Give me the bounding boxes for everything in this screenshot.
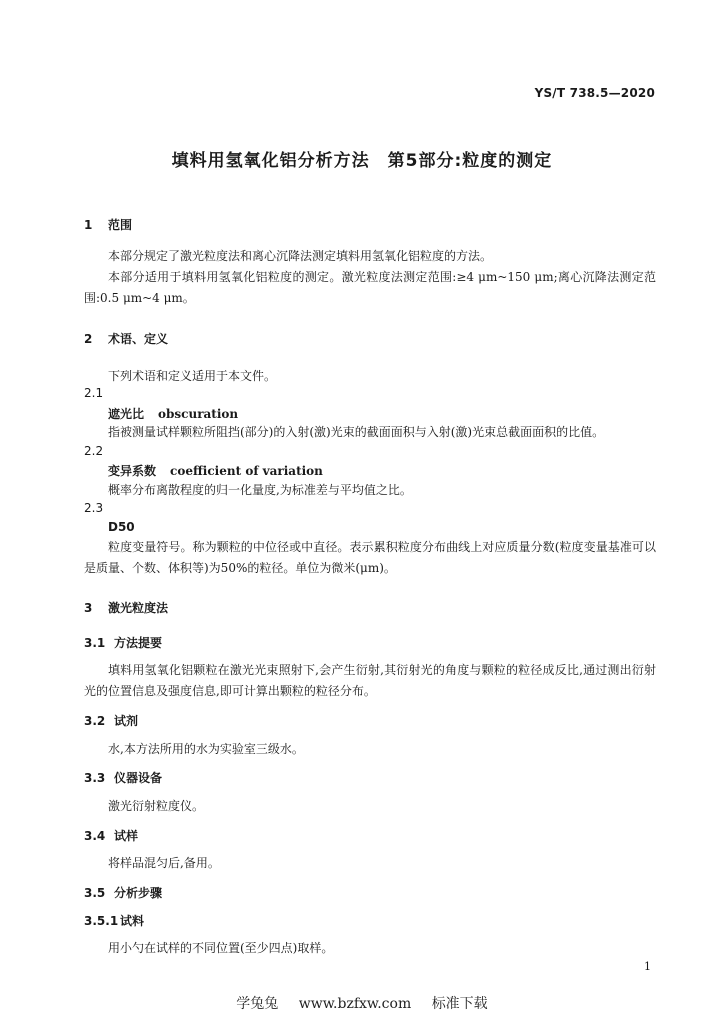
section-3-1-text: 填料用氢氧化铝颗粒在激光光束照射下,会产生衍射,其衍射光的角度与颗粒的粒径成反比,通过测出衍射光的位置信息及强度信息,即可计算出颗粒的粒径分布。 bbox=[84, 663, 656, 698]
section-number: 3.2 bbox=[84, 714, 106, 728]
footer-watermark bbox=[0, 993, 724, 1013]
section-number: 3.3 bbox=[84, 771, 106, 785]
section-number: 3.1 bbox=[84, 636, 106, 650]
section-number: 3.5.1 bbox=[84, 914, 119, 928]
section-title: 试样 bbox=[114, 829, 139, 843]
section-title: 方法提要 bbox=[114, 636, 163, 650]
section-title: 试料 bbox=[120, 914, 145, 928]
section-3-4-heading bbox=[84, 827, 138, 844]
document-title: 填料用氢氧化铝分析方法 第5部分:粒度的测定 bbox=[171, 151, 553, 171]
section-number: 3.4 bbox=[84, 829, 106, 843]
footer-site-name: 学兔兔 bbox=[236, 996, 279, 1012]
term-2-2 bbox=[108, 462, 323, 479]
section-3-2-heading bbox=[84, 712, 138, 729]
section-title: 范围 bbox=[108, 218, 133, 232]
section-2-heading bbox=[84, 330, 168, 347]
term-2-3-definition: 粒度变量符号。称为颗粒的中位径或中直径。表示累积粒度分布曲线上对应质量分数(粒度变量基准可以是质量、个数、体积等)为50%的粒径。单位为微米(μm)。 bbox=[84, 540, 656, 575]
section-title: 激光粒度法 bbox=[108, 601, 169, 615]
section-3-2-text: 水,本方法所用的水为实验室三级水。 bbox=[108, 742, 304, 756]
term-2-2-number: 2.2 bbox=[84, 444, 104, 458]
term-2-3-number: 2.3 bbox=[84, 501, 104, 515]
section-number: 2 bbox=[84, 332, 93, 346]
term-zh: 遮光比 bbox=[108, 407, 145, 421]
section-number: 3.5 bbox=[84, 886, 106, 900]
footer-url: www.bzfxw.com bbox=[298, 996, 412, 1012]
section-number: 1 bbox=[84, 218, 93, 232]
section-3-1-heading bbox=[84, 634, 162, 651]
section-title: 分析步骤 bbox=[114, 886, 163, 900]
section-3-3-text: 激光衍射粒度仪。 bbox=[108, 799, 205, 813]
term-en: coefficient of variation bbox=[170, 464, 323, 478]
term-2-2-definition: 概率分布离散程度的归一化量度,为标准差与平均值之比。 bbox=[108, 483, 412, 497]
term-2-3 bbox=[108, 520, 135, 534]
section-3-4-text: 将样品混匀后,备用。 bbox=[108, 856, 220, 870]
term-en: obscuration bbox=[158, 407, 239, 421]
standard-code: YS/T 738.5—2020 bbox=[534, 86, 655, 100]
term-2-1-number: 2.1 bbox=[84, 386, 104, 400]
section-3-5-heading bbox=[84, 884, 162, 901]
term-2-1-definition: 指被测量试样颗粒所阻挡(部分)的入射(激)光束的截面面积与入射(激)光束总截面面积的比值。 bbox=[108, 425, 605, 439]
section-2-paragraph-1: 下列术语和定义适用于本文件。 bbox=[108, 369, 277, 383]
section-3-3-heading bbox=[84, 769, 162, 786]
term-zh: 变异系数 bbox=[108, 464, 157, 478]
term-zh: D50 bbox=[108, 520, 135, 534]
section-1-heading bbox=[84, 216, 132, 233]
term-2-1 bbox=[108, 405, 238, 422]
footer-slogan: 标准下载 bbox=[431, 996, 488, 1012]
section-3-5-1-heading bbox=[84, 912, 144, 929]
section-title: 试剂 bbox=[114, 714, 139, 728]
section-1-paragraph-1: 本部分规定了激光粒度法和离心沉降法测定填料用氢氧化铝粒度的方法。 bbox=[108, 249, 493, 263]
section-1-paragraph-2: 本部分适用于填料用氢氧化铝粒度的测定。激光粒度法测定范围:≥4 μm~150 μm;离心沉降法测定范围:0.5 μm~4 μm。 bbox=[84, 270, 656, 305]
section-3-heading bbox=[84, 599, 168, 616]
section-3-5-1-text: 用小勺在试样的不同位置(至少四点)取样。 bbox=[108, 941, 334, 955]
section-number: 3 bbox=[84, 601, 93, 615]
section-title: 仪器设备 bbox=[114, 771, 163, 785]
section-title: 术语、定义 bbox=[108, 332, 169, 346]
page-number: 1 bbox=[644, 960, 651, 973]
